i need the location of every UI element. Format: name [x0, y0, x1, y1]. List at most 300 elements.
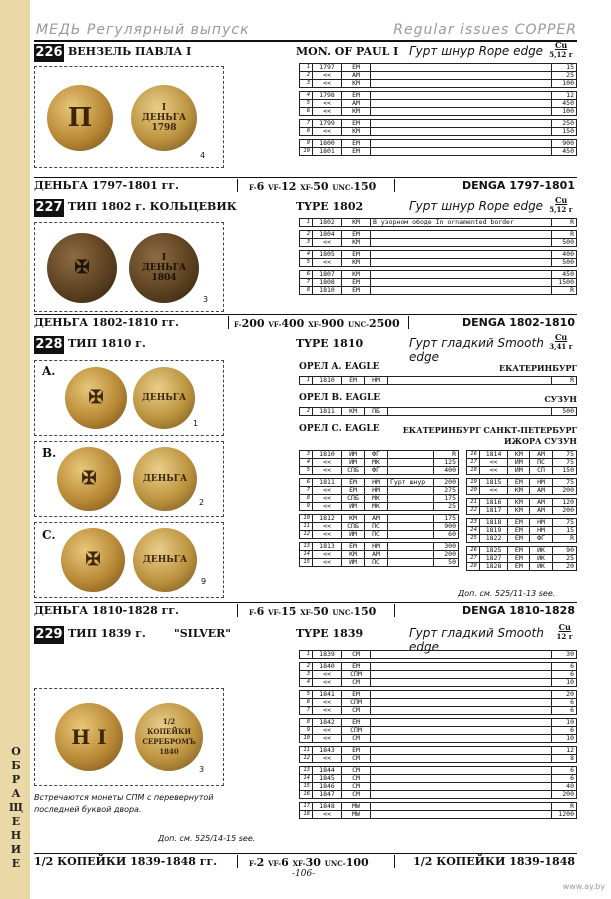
table-cell: 16: [300, 791, 313, 799]
section-type: MON. OF PAUL I: [296, 45, 399, 58]
table-cell: 120: [552, 499, 576, 507]
side-letter: Р: [11, 773, 21, 786]
section-title: ТИП 1802 г. КОЛЬЦЕВИК: [68, 200, 237, 213]
table-cell: [388, 551, 434, 559]
table-cell: 6: [552, 727, 577, 735]
table-cell: 900: [434, 523, 459, 531]
table-cell: 12: [300, 755, 313, 763]
table-cell: 1802: [313, 219, 342, 227]
table-cell: <<: [479, 467, 507, 475]
table-cell: [388, 515, 434, 523]
table-row: [467, 563, 577, 571]
table-cell: ПС: [365, 523, 388, 531]
table-cell: 500: [552, 408, 577, 416]
section-title: ТИП 1839 г.: [68, 627, 146, 640]
table-cell: ЕМ: [508, 519, 530, 527]
table-cell: НМ: [365, 377, 388, 385]
table-cell: АМ: [365, 515, 388, 523]
table-cell: 15: [552, 64, 577, 72]
variety-table: [299, 407, 577, 416]
header-rule: [34, 40, 577, 42]
table-cell: R: [434, 451, 459, 459]
table-cell: 25: [552, 72, 577, 80]
table-cell: ПС: [530, 459, 552, 467]
table-cell: ЕМ: [342, 287, 371, 295]
table-cell: МК: [365, 503, 388, 511]
table-row: [467, 467, 577, 475]
table-cell: 14: [300, 775, 313, 783]
table-cell: [388, 559, 434, 567]
table-cell: 17: [467, 459, 480, 467]
table-cell: АМ: [342, 72, 371, 80]
table-cell: НМ: [365, 487, 388, 495]
table-cell: [371, 108, 552, 116]
table-cell: 50: [434, 559, 459, 567]
table-cell: СМ: [342, 791, 371, 799]
table-cell: [388, 451, 434, 459]
table-cell: 1805: [313, 251, 342, 259]
table-cell: 75: [552, 459, 576, 467]
table-cell: 1822: [479, 535, 507, 543]
table-cell: ЕМ: [342, 543, 365, 551]
table-cell: [371, 783, 552, 791]
table-cell: <<: [313, 531, 342, 539]
table-cell: СПБ: [342, 523, 365, 531]
table-cell: КМ: [342, 219, 371, 227]
table-cell: ЕМ: [342, 719, 371, 727]
table-cell: 2: [300, 663, 313, 671]
section-228-header: [34, 332, 577, 364]
table-cell: 1845: [313, 775, 342, 783]
section-type: TYPE 1810: [296, 337, 364, 350]
eagle-c-head: ОРЕЛ C. EAGLE: [299, 424, 380, 434]
table-cell: ИМ: [508, 467, 530, 475]
table-cell: <<: [313, 707, 342, 715]
table-cell: 1848: [313, 803, 342, 811]
table-cell: ЕМ: [342, 377, 365, 385]
table-cell: <<: [313, 80, 342, 88]
section-number: 227: [35, 200, 63, 215]
table-row: [300, 803, 577, 811]
table-cell: ЕМ: [342, 279, 371, 287]
table-cell: 1810: [313, 377, 342, 385]
table-cell: ПС: [365, 559, 388, 567]
table-cell: 5: [300, 691, 313, 699]
table-cell: <<: [313, 811, 342, 819]
table-row: [467, 487, 577, 495]
table-cell: НМ: [530, 479, 552, 487]
table-cell: [371, 735, 552, 743]
table-cell: 24: [467, 527, 480, 535]
table-cell: <<: [313, 727, 342, 735]
see-also: Доп. см. 525/14-15 see.: [158, 834, 256, 843]
table-cell: ЕМ: [342, 747, 371, 755]
section-number: 226: [35, 45, 63, 60]
table-cell: ЕМ: [342, 64, 371, 72]
coin-reverse: I ДЕНЬГА 1798: [131, 85, 197, 151]
table-cell: <<: [313, 671, 342, 679]
table-cell: [371, 64, 552, 72]
table-cell: ЕМ: [342, 251, 371, 259]
table-row: [300, 651, 577, 659]
table-cell: 26: [467, 547, 480, 555]
table-cell: [371, 747, 552, 755]
table-cell: СПМ: [342, 671, 371, 679]
metal-weight: Cu 3,41 г: [549, 332, 573, 351]
section-edge: Гурт шнур Rope edge: [409, 199, 544, 213]
table-cell: <<: [313, 551, 342, 559]
table-cell: ЕМ: [342, 487, 365, 495]
coin-image-box: [34, 688, 224, 786]
table-cell: R: [552, 803, 577, 811]
table-cell: 14: [300, 551, 313, 559]
table-row: [300, 251, 577, 259]
coin-reverse: 1/2 КОПЕЙКИ СЕРЕБРОМЪ 1840: [135, 703, 203, 771]
price-title-ru: ДЕНЬГА 1797-1801 гг.: [34, 179, 179, 192]
table-cell: R: [552, 535, 576, 543]
table-cell: 8: [300, 128, 313, 136]
table-cell: 25: [434, 503, 459, 511]
table-cell: R: [552, 287, 577, 295]
table-cell: ЕМ: [342, 663, 371, 671]
table-row: [300, 719, 577, 727]
table-cell: 10: [552, 735, 577, 743]
table-cell: 6: [552, 775, 577, 783]
table-cell: 10: [552, 719, 577, 727]
table-cell: <<: [313, 495, 342, 503]
table-row: [300, 408, 577, 416]
table-cell: 450: [552, 100, 577, 108]
table-cell: АМ: [530, 487, 552, 495]
table-cell: 1810: [313, 287, 342, 295]
table-cell: 1798: [313, 92, 342, 100]
table-row: [300, 148, 577, 156]
table-cell: [388, 377, 552, 385]
table-cell: 1844: [313, 767, 342, 775]
table-cell: [371, 231, 552, 239]
table-cell: СМ: [342, 767, 371, 775]
table-cell: 13: [300, 543, 313, 551]
table-cell: КМ: [342, 128, 371, 136]
table-row: [300, 120, 577, 128]
table-cell: КМ: [342, 271, 371, 279]
table-cell: ИК: [530, 547, 552, 555]
table-row: [300, 271, 577, 279]
table-cell: 900: [552, 140, 577, 148]
table-row: [300, 80, 577, 88]
table-cell: [371, 651, 552, 659]
table-cell: 9: [300, 140, 313, 148]
section-title: ВЕНЗЕЛЬ ПАВЛА I: [68, 45, 192, 58]
table-cell: КМ: [508, 499, 530, 507]
table-row: [300, 735, 577, 743]
table-cell: [371, 140, 552, 148]
table-cell: СПБ: [342, 495, 365, 503]
table-cell: 4: [300, 92, 313, 100]
table-cell: СПМ: [342, 727, 371, 735]
table-cell: MW: [342, 803, 371, 811]
table-cell: Гурт шнур: [388, 479, 434, 487]
table-row: [300, 811, 577, 819]
figure-number: 9: [201, 577, 207, 586]
table-cell: 7: [300, 279, 313, 287]
variety-table: [299, 218, 577, 295]
table-cell: <<: [313, 559, 342, 567]
table-cell: 1811: [313, 479, 342, 487]
table-cell: 300: [434, 543, 459, 551]
table-cell: ЕМ: [508, 527, 530, 535]
table-cell: 15: [300, 559, 313, 567]
table-cell: 1846: [313, 783, 342, 791]
table-cell: 100: [552, 108, 577, 116]
table-cell: 1817: [479, 507, 507, 515]
table-cell: 75: [552, 479, 576, 487]
table-cell: 4: [300, 251, 313, 259]
price-grades: F-6 VF-15 XF-50 UNC-150: [249, 605, 377, 618]
table-cell: НМ: [530, 527, 552, 535]
variety-table: [299, 650, 577, 819]
section-type: TYPE 1802: [296, 200, 364, 213]
side-letter: Б: [11, 759, 21, 772]
header-left: МЕДЬ Регулярный выпуск: [36, 22, 250, 38]
table-cell: 6: [552, 663, 577, 671]
table-cell: 7: [300, 487, 313, 495]
table-cell: [371, 663, 552, 671]
table-cell: <<: [313, 699, 342, 707]
table-cell: 13: [300, 767, 313, 775]
table-cell: 40: [552, 783, 577, 791]
table-cell: ЕМ: [342, 92, 371, 100]
table-cell: 2: [300, 231, 313, 239]
table-cell: [388, 467, 434, 475]
table-cell: <<: [313, 239, 342, 247]
table-cell: 1842: [313, 719, 342, 727]
table-cell: [371, 679, 552, 687]
table-cell: 15: [552, 527, 576, 535]
table-row: [300, 679, 577, 687]
coin-obverse: ✠: [47, 233, 117, 303]
table-cell: [371, 671, 552, 679]
table-cell: ПС: [365, 531, 388, 539]
table-cell: [371, 120, 552, 128]
price-title-en: DENGA 1810-1828: [461, 604, 575, 617]
table-cell: 12: [552, 92, 577, 100]
table-row: [300, 108, 577, 116]
table-cell: 1839: [313, 651, 342, 659]
table-cell: 75: [552, 451, 576, 459]
table-cell: <<: [313, 523, 342, 531]
table-cell: 125: [434, 459, 459, 467]
variant-b-label: B.: [42, 446, 57, 460]
table-cell: <<: [479, 459, 507, 467]
side-letter: Е: [11, 857, 21, 870]
table-cell: R: [552, 377, 577, 385]
table-cell: 1818: [479, 519, 507, 527]
table-cell: 60: [434, 531, 459, 539]
price-title-en: 1/2 КОПЕЙКИ 1839-1848: [413, 855, 575, 868]
price-bar-227: [34, 314, 577, 330]
table-cell: МК: [365, 459, 388, 467]
side-letter: Щ: [8, 801, 24, 814]
table-cell: ЕМ: [342, 691, 371, 699]
side-letter: Н: [10, 829, 22, 842]
table-row: [300, 259, 577, 267]
table-cell: <<: [313, 503, 342, 511]
table-cell: СМ: [342, 707, 371, 715]
table-row: [300, 671, 577, 679]
table-cell: 200: [552, 791, 577, 799]
table-cell: СМ: [342, 679, 371, 687]
table-cell: [371, 72, 552, 80]
table-cell: [388, 459, 434, 467]
table-cell: 20: [552, 563, 576, 571]
table-cell: СПБ: [342, 467, 365, 475]
table-cell: КМ: [508, 507, 530, 515]
table-cell: MW: [342, 811, 371, 819]
table-cell: 1808: [313, 279, 342, 287]
price-title-ru: ДЕНЬГА 1810-1828 гг.: [34, 604, 179, 617]
table-cell: 1815: [479, 479, 507, 487]
table-cell: СМ: [342, 783, 371, 791]
table-cell: 200: [434, 551, 459, 559]
variety-table-right: [466, 450, 577, 571]
table-row: [300, 775, 577, 783]
figure-number: 2: [199, 498, 205, 507]
table-cell: [371, 100, 552, 108]
table-cell: СПМ: [342, 699, 371, 707]
table-row: [300, 287, 577, 295]
table-cell: [371, 128, 552, 136]
mint-note: Встречаются монеты СПМ с перевернутой последней буквой двора.: [34, 793, 214, 814]
table-cell: 6: [552, 671, 577, 679]
table-cell: 6: [300, 699, 313, 707]
table-cell: 5: [300, 259, 313, 267]
header-right: Regular issues COPPER: [393, 22, 577, 38]
table-cell: [371, 287, 552, 295]
table-cell: ИМ: [342, 559, 365, 567]
table-cell: АМ: [342, 100, 371, 108]
table-cell: [388, 523, 434, 531]
table-cell: НМ: [365, 543, 388, 551]
section-227-header: [34, 195, 577, 217]
eagle-c-mints-2: ИЖОРА СУЗУН: [503, 436, 577, 446]
table-cell: <<: [313, 679, 342, 687]
table-cell: ПБ: [365, 408, 388, 416]
table-cell: 27: [467, 555, 480, 563]
table-cell: 150: [552, 128, 577, 136]
table-cell: 1840: [313, 663, 342, 671]
side-letter: А: [11, 787, 21, 800]
table-cell: [371, 719, 552, 727]
table-cell: СМ: [342, 735, 371, 743]
table-cell: 500: [552, 259, 577, 267]
table-cell: 450: [552, 271, 577, 279]
price-grades: F-2 VF-6 XF-30 UNC-100: [249, 856, 369, 869]
side-strip: [0, 0, 30, 899]
table-cell: 4: [300, 459, 313, 467]
figure-number: 3: [199, 765, 205, 774]
price-bar-228: [34, 602, 577, 618]
table-cell: 450: [552, 148, 577, 156]
table-cell: 1: [300, 64, 313, 72]
table-cell: 6: [300, 271, 313, 279]
table-cell: 1807: [313, 271, 342, 279]
section-subtitle: "SILVER": [174, 627, 232, 640]
table-cell: 3: [300, 451, 313, 459]
coin-obverse: Н I: [55, 703, 123, 771]
table-cell: [371, 707, 552, 715]
table-cell: 1814: [479, 451, 507, 459]
coin-reverse: I ДЕНЬГА 1804: [129, 233, 199, 303]
table-row: [300, 140, 577, 148]
table-cell: [371, 251, 552, 259]
side-letter: И: [10, 843, 22, 856]
price-title-ru: 1/2 КОПЕЙКИ 1839-1848 гг.: [34, 855, 218, 868]
table-cell: 17: [300, 803, 313, 811]
table-cell: ЕМ: [342, 120, 371, 128]
table-cell: 3: [300, 239, 313, 247]
side-letter: Е: [11, 815, 21, 828]
table-cell: [388, 503, 434, 511]
table-cell: 400: [552, 251, 577, 259]
price-grades: F-200 VF-400 XF-900 UNC-2500: [234, 317, 400, 330]
table-cell: <<: [313, 755, 342, 763]
table-cell: КМ: [342, 108, 371, 116]
table-cell: 3: [300, 80, 313, 88]
table-row: [300, 691, 577, 699]
table-cell: [371, 767, 552, 775]
table-cell: [388, 543, 434, 551]
table-cell: ИМ: [342, 503, 365, 511]
watermark: www.ay.by: [562, 882, 605, 891]
table-cell: ЕМ: [508, 547, 530, 555]
table-cell: [371, 259, 552, 267]
table-cell: 1813: [313, 543, 342, 551]
table-cell: <<: [313, 487, 342, 495]
table-row: [467, 507, 577, 515]
price-bar-226: [34, 177, 577, 193]
section-edge: Гурт шнур Rope edge: [409, 44, 544, 58]
table-row: [300, 219, 577, 227]
table-cell: <<: [479, 487, 507, 495]
table-cell: ИМ: [342, 531, 365, 539]
table-cell: 10: [552, 679, 577, 687]
table-cell: АМ: [530, 507, 552, 515]
table-cell: <<: [313, 459, 342, 467]
table-cell: 150: [552, 467, 576, 475]
variety-table: [299, 63, 577, 156]
table-cell: 15: [300, 783, 313, 791]
table-cell: МК: [365, 495, 388, 503]
table-cell: [371, 92, 552, 100]
table-cell: ЕМ: [508, 535, 530, 543]
table-row: [300, 699, 577, 707]
table-cell: ИК: [530, 555, 552, 563]
table-cell: 1800: [313, 140, 342, 148]
table-cell: 1200: [552, 811, 577, 819]
table-row: [300, 231, 577, 239]
table-cell: 250: [552, 120, 577, 128]
table-cell: ЕМ: [342, 148, 371, 156]
table-cell: 400: [434, 467, 459, 475]
table-cell: 1825: [479, 547, 507, 555]
table-cell: 7: [300, 120, 313, 128]
table-cell: [388, 531, 434, 539]
metal-weight: Cu 12 г: [556, 622, 573, 641]
table-row: [300, 467, 459, 475]
variety-table-left: [299, 450, 459, 567]
table-cell: 6: [552, 767, 577, 775]
